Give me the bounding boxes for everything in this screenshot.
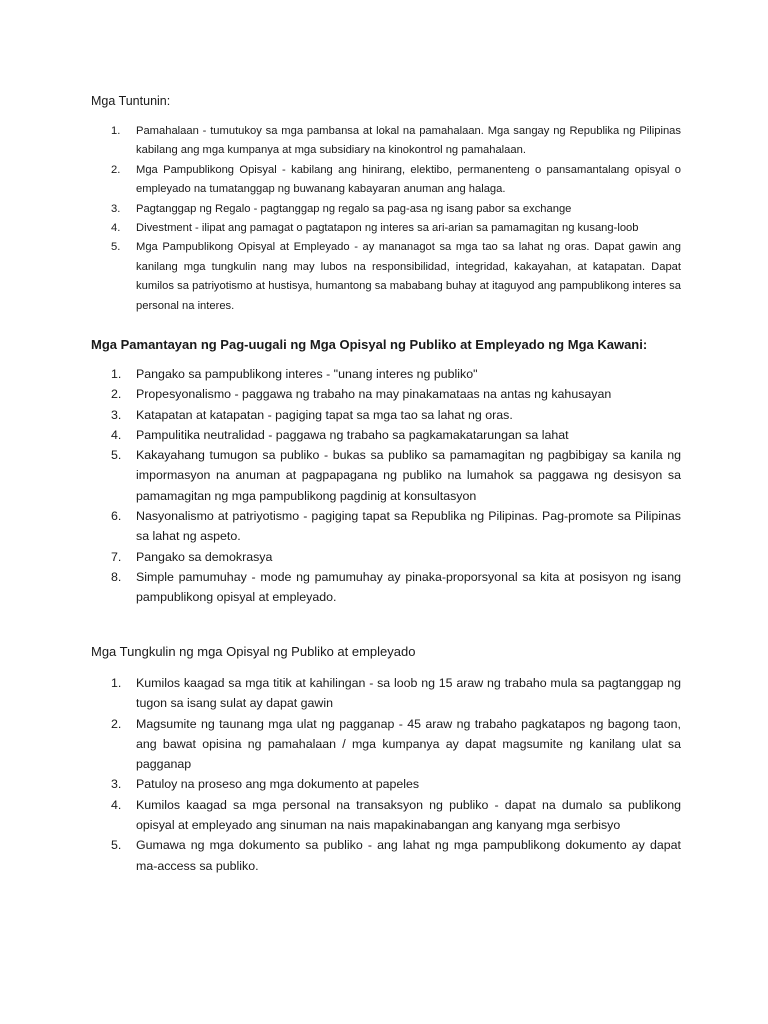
list-item: 2. Propesyonalismo - paggawa ng trabaho na may pinakamataas na antas ng kahusayan (111, 387, 612, 402)
tuntunin-list (91, 122, 681, 316)
list-item: 7. Pangako sa demokrasya (111, 549, 273, 564)
list-item: 2. Mga Pampublikong Opisyal - kabilang ang hinirang, elektibo, permanenteng o pansamantalang opisyal o empleyado na tumatanggap ng buwanang kabayaran anuman ang halaga. (111, 163, 681, 196)
list-item: 6. Nasyonalismo at patriyotismo - pagiging tapat sa Republika ng Pilipinas. Pag-promote sa Pilipinas sa lahat ng aspeto. (111, 509, 681, 544)
list-item: 2. Magsumite ng taunang mga ulat ng pagganap - 45 araw ng trabaho pagkatapos ng bagong taon, ang bawat opisina ng pamahalaan / mga kumpanya ay dapat magsumite ng kanilang ulat sa pagganap (111, 716, 681, 772)
list-item: 4. Pampulitika neutralidad - paggawa ng trabaho sa pagkamakatarungan sa lahat (111, 427, 569, 442)
list-item: 3. Patuloy na proseso ang mga dokumento at papeles (111, 777, 420, 792)
list-item: 3. Pagtanggap ng Regalo - pagtanggap ng regalo sa pag-asa ng isang pabor sa exchange (111, 202, 572, 215)
section-title-tungkulin: Mga Tungkulin ng mga Opisyal ng Publiko at empleyado (91, 644, 416, 659)
tungkulin-list (91, 673, 681, 876)
pamantayan-list (91, 364, 681, 608)
list-item: 4. Kumilos kaagad sa mga personal na transaksyon ng publiko - dapat na dumalo sa publikong opisyal at empleyado ang sinuman na nais mapakinabangan ang kanyang mga serbisyo (111, 797, 681, 833)
section-title-tuntunin: Mga Tuntunin: (91, 94, 171, 108)
list-item: 1. Pamahalaan - tumutukoy sa mga pambansa at lokal na pamahalaan. Mga sangay ng Republika ng Pilipinas kabilang ang mga kumpanya at mga subsidiary na kinokontrol ng pamahalaan. (111, 125, 681, 157)
list-item: 1. Kumilos kaagad sa mga titik at kahilingan - sa loob ng 15 araw ng trabaho mula sa pagtanggap ng tugon sa isang sulat ay dapat gawin (111, 676, 681, 711)
list-item: 1. Pangako sa pampublikong interes - "unang interes ng publiko" (111, 367, 478, 381)
list-item: 5. Gumawa ng mga dokumento sa publiko - ang lahat ng mga pampublikong dokumento ay dapat ma-access sa publiko. (111, 838, 681, 873)
list-item: 3. Katapatan at katapatan - pagiging tapat sa mga tao sa lahat ng oras. (111, 407, 513, 422)
list-item: 8. Simple pamumuhay - mode ng pamumuhay ay pinaka-proporsyonal sa kita at posisyon ng isang pampublikong opisyal at empleyado. (111, 569, 681, 605)
list-item: 5. Mga Pampublikong Opisyal at Empleyado - ay mananagot sa mga tao sa lahat ng oras. Dapat gawin ang kanilang mga tungkulin nang may lubos na responsibilidad, integridad, kakayahan, at katapatan. Dapat kumilos sa patriyotismo at hustisya, humantong sa mababang buhay at itaguyod ang pampublikong interes sa personal na interes. (111, 241, 681, 312)
list-item: 5. Kakayahang tumugon sa publiko - bukas sa publiko sa pamamagitan ng pagbibigay sa kanila ng impormasyon na anuman at pagpapagana ng publiko na lumahok sa paggawa ng desisyon sa pamamagitan ng mga pampublikong pagdinig at konsultasyon (111, 448, 681, 503)
list-item: 4. Divestment - ilipat ang pamagat o pagtatapon ng interes sa ari-arian sa pamamagitan ng kusang-loob (111, 222, 639, 235)
section-title-pamantayan: Mga Pamantayan ng Pag-uugali ng Mga Opisyal ng Publiko at Empleyado ng Mga Kawani: (91, 337, 648, 352)
